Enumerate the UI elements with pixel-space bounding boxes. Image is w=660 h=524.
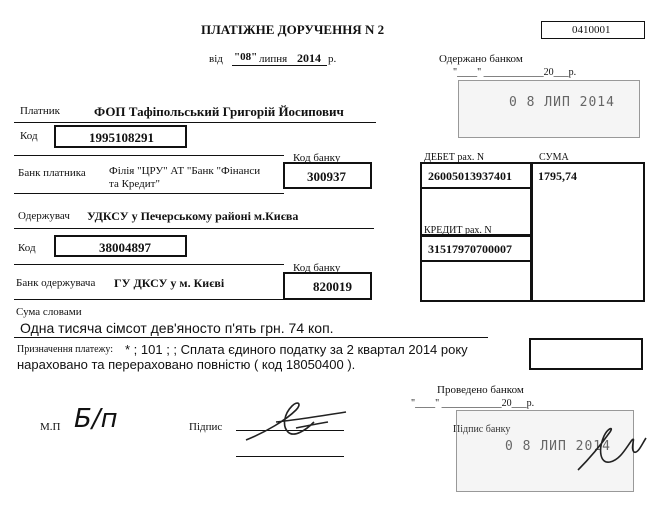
- stamp-top-date: 0 8 ЛИП 2014: [509, 95, 615, 110]
- date-underline: [232, 65, 327, 66]
- debit-account-box: [420, 162, 532, 189]
- purpose-line2: нараховано та перераховано повністю ( код 18050400 ).: [17, 357, 356, 372]
- amount-label: СУМА: [539, 152, 569, 163]
- recipient-bank-separator: [14, 299, 284, 300]
- amount-box: [531, 162, 645, 302]
- credit-empty-box: [420, 261, 532, 302]
- purpose-empty-box: [529, 338, 643, 370]
- date-prefix: від: [209, 53, 223, 65]
- signature-line-2: [236, 456, 344, 457]
- amount-value: 1795,74: [538, 169, 577, 183]
- payer-bank-code-box: [283, 162, 372, 189]
- signature-label: Підпис: [189, 421, 223, 433]
- bank-received-label: Одержано банком: [439, 53, 523, 65]
- credit-account: 31517970700007: [428, 242, 512, 256]
- debit-label: ДЕБЕТ рах. N: [424, 152, 485, 163]
- recipient-label: Одержувач: [18, 210, 70, 222]
- document-title: ПЛАТІЖНЕ ДОРУЧЕННЯ N 2: [201, 22, 385, 37]
- recipient-bank-code-label: Код банку: [293, 262, 341, 274]
- payer-signature-image: [236, 392, 356, 452]
- credit-label: КРЕДИТ рах. N: [424, 225, 492, 236]
- bank-received-date-line: "____" ____________20___р.: [453, 67, 577, 78]
- payer-bank-name-line1: Філія "ЦРУ" АТ "Банк "Фінанси: [109, 165, 261, 177]
- recipient-code-label: Код: [18, 242, 36, 254]
- recipient-separator: [14, 228, 374, 229]
- bank-stamp-top: [458, 80, 640, 138]
- amount-words-value: Одна тисяча сімсот дев'яносто п'ять грн. 74 коп.: [20, 320, 334, 336]
- date-year: 2014: [297, 51, 321, 65]
- purpose-label: Призначення платежу:: [17, 344, 114, 355]
- recipient-name: УДКСУ у Печерському районі м.Києва: [87, 209, 299, 223]
- recipient-bank-name: ГУ ДКСУ у м. Києві: [114, 276, 225, 290]
- payer-bank-separator: [14, 193, 284, 194]
- payer-code-label: Код: [20, 130, 38, 142]
- purpose-line1: * ; 101 ; ; Сплата єдиного податку за 2 квартал 2014 року: [125, 342, 468, 357]
- stamp-bottom-date: 0 8 ЛИП 2014: [505, 439, 611, 454]
- debit-account: 26005013937401: [428, 169, 512, 183]
- payer-code-separator: [14, 155, 284, 156]
- recipient-bank-label: Банк одержувача: [16, 277, 96, 289]
- form-code-box: [541, 21, 645, 39]
- payer-name: ФОП Тафіпольський Григорій Йосипович: [94, 104, 344, 119]
- payer-bank-label: Банк платника: [18, 167, 86, 179]
- amount-words-label: Сума словами: [16, 306, 82, 318]
- bank-signature-image: [570, 418, 650, 478]
- recipient-bank-code: 820019: [313, 279, 352, 294]
- bank-signature-label: Підпис банку: [453, 424, 511, 435]
- processed-date-line: "____" ____________20___р.: [411, 398, 535, 409]
- form-code: 0410001: [572, 24, 611, 36]
- payer-separator: [14, 122, 376, 123]
- recipient-code-separator: [14, 264, 284, 265]
- recipient-bank-code-box: [283, 272, 372, 300]
- payer-bank-code: 300937: [307, 169, 346, 184]
- date-day: "08": [234, 51, 258, 63]
- processed-label: Проведено банком: [437, 384, 524, 396]
- payer-bank-name-line2: та Кредит": [109, 178, 160, 190]
- date-month: липня: [259, 53, 288, 65]
- mp-label: М.П: [40, 421, 61, 433]
- payer-code-box: [54, 125, 187, 148]
- mp-handwritten: Б/п: [74, 404, 118, 434]
- payer-code: 1995108291: [89, 130, 154, 145]
- credit-account-box: [420, 235, 532, 262]
- date-suffix: р.: [328, 53, 337, 65]
- recipient-code-box: [54, 235, 187, 257]
- payer-bank-code-label: Код банку: [293, 152, 341, 164]
- payer-label: Платник: [20, 105, 60, 117]
- amount-words-underline: [14, 337, 488, 338]
- recipient-code: 38004897: [99, 240, 151, 255]
